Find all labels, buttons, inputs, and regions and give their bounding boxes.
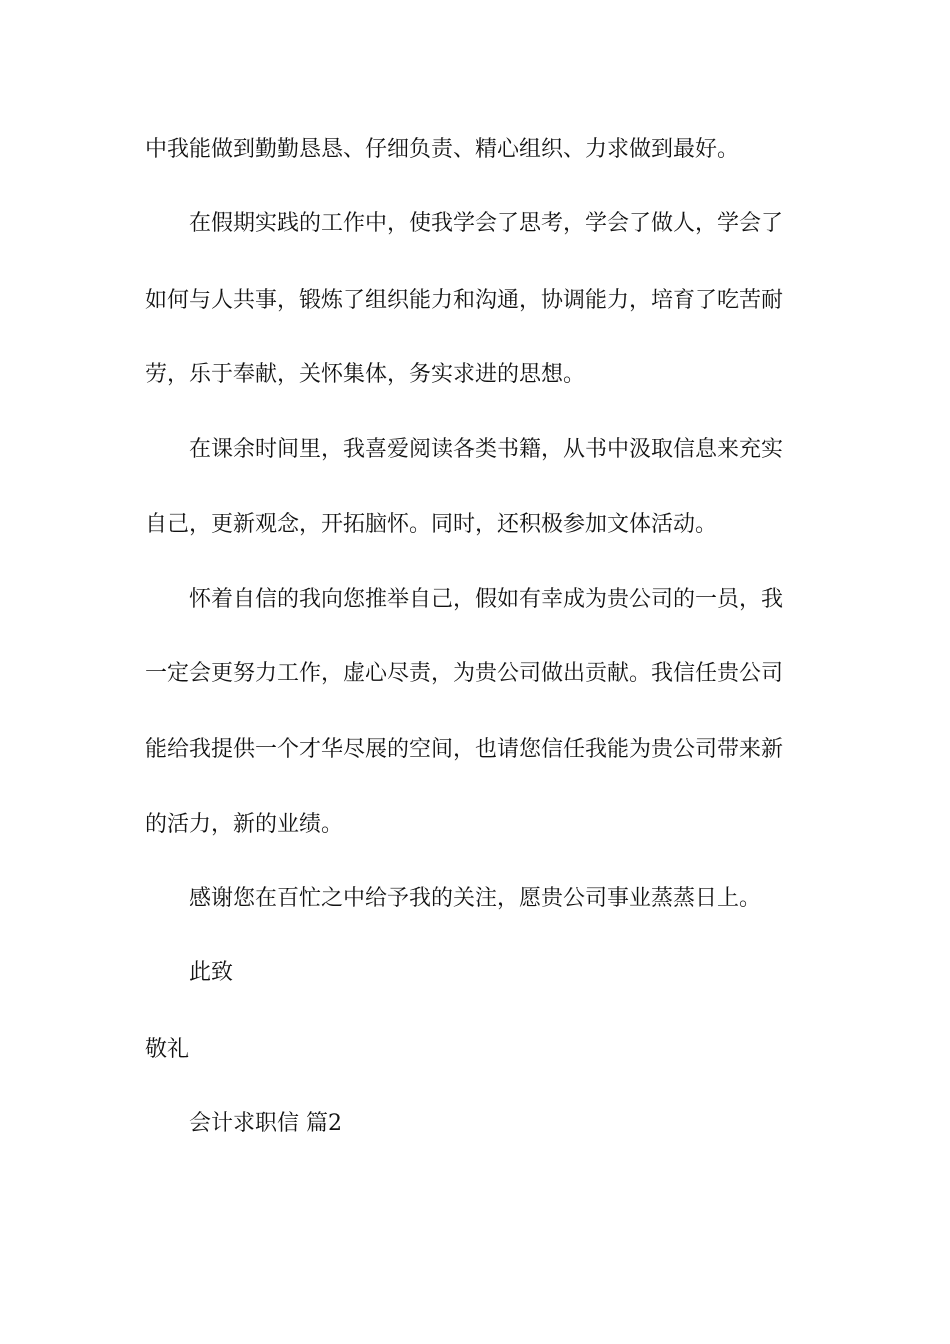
paragraph-line: 一定会更努力工作，虚心尽责，为贵公司做出贡献。我信任贵公司	[145, 661, 784, 686]
closing-salutation: 此致	[189, 960, 234, 985]
paragraph-line: 在课余时间里，我喜爱阅读各类书籍，从书中汲取信息来充实	[189, 437, 784, 462]
paragraph-line: 能给我提供一个才华尽展的空间，也请您信任我能为贵公司带来新	[145, 737, 784, 762]
paragraph-line: 劳，乐于奉献，关怀集体，务实求进的思想。	[145, 362, 586, 387]
paragraph-line: 自己，更新观念，开拓脑怀。同时，还积极参加文体活动。	[145, 512, 718, 537]
paragraph-line: 在假期实践的工作中，使我学会了思考，学会了做人，学会了	[189, 211, 784, 236]
paragraph-line: 的活力，新的业绩。	[145, 812, 344, 837]
paragraph-line: 怀着自信的我向您推举自己，假如有幸成为贵公司的一员，我	[189, 587, 784, 612]
paragraph-line: 如何与人共事，锻炼了组织能力和沟通，协调能力，培育了吃苦耐	[145, 288, 784, 313]
paragraph-line: 中我能做到勤勤恳恳、仔细负责、精心组织、力求做到最好。	[145, 137, 740, 162]
closing-regards: 敬礼	[145, 1037, 190, 1062]
paragraph-line: 感谢您在百忙之中给予我的关注，愿贵公司事业蒸蒸日上。	[189, 886, 762, 911]
section-heading: 会计求职信 篇2	[189, 1111, 342, 1136]
